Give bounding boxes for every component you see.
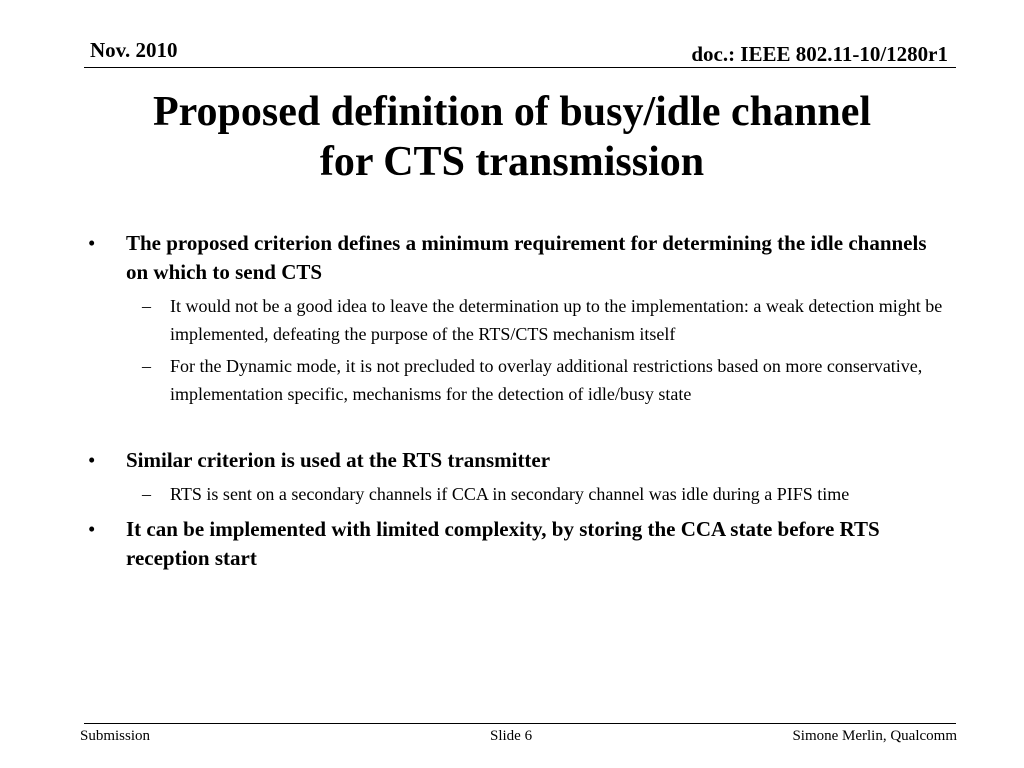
bullet-1-sub-1 <box>86 293 946 348</box>
bullet-1-sub-2-text: For the Dynamic mode, it is not precluded to overlay additional restrictions based on more conservative, implementation specific, mechanisms for the detection of idle/busy state <box>170 356 923 404</box>
bullet-2-text: Similar criterion is used at the RTS transmitter <box>126 448 551 472</box>
bullet-2 <box>86 446 946 475</box>
bullet-marker: • <box>88 231 96 255</box>
bullet-1-sub-1-text: It would not be a good idea to leave the determination up to the implementation: a weak detection might be implemented, defeating the purpose of the RTS/CTS mechanism itself <box>170 296 943 344</box>
bullet-marker: • <box>88 448 96 472</box>
bullet-1-sub-2 <box>86 353 946 408</box>
slide-title-line-2: for CTS transmission <box>319 139 705 185</box>
slide-title-line-1: Proposed definition of busy/idle channel <box>152 89 872 135</box>
header-doc-id: doc.: IEEE 802.11-10/1280r1 <box>691 42 948 66</box>
slide-body <box>86 229 946 573</box>
bullet-2-sub-1-text: RTS is sent on a secondary channels if CCA in secondary channel was idle during a PIFS time <box>170 484 850 504</box>
header-date: Nov. 2010 <box>90 38 178 62</box>
bullet-3-text: It can be implemented with limited complexity, by storing the CCA state before RTS reception start <box>126 516 880 570</box>
sub-bullet-marker: – <box>142 484 151 504</box>
bullet-marker: • <box>88 516 96 541</box>
bullet-2-sub-1 <box>86 481 946 509</box>
sub-bullet-marker: – <box>142 356 151 376</box>
sub-bullet-marker: – <box>142 296 151 316</box>
slide-title <box>60 87 964 187</box>
footer-divider <box>84 723 956 724</box>
bullet-1-text: The proposed criterion defines a minimum requirement for determining the idle channels on which to send CTS <box>126 231 927 284</box>
footer-submission: Submission <box>80 728 151 744</box>
bullet-3 <box>86 515 946 573</box>
bullet-1 <box>86 229 946 287</box>
footer-slide-number: Slide 6 <box>490 728 533 744</box>
footer-author: Simone Merlin, Qualcomm <box>792 728 957 744</box>
header-divider <box>84 67 956 68</box>
